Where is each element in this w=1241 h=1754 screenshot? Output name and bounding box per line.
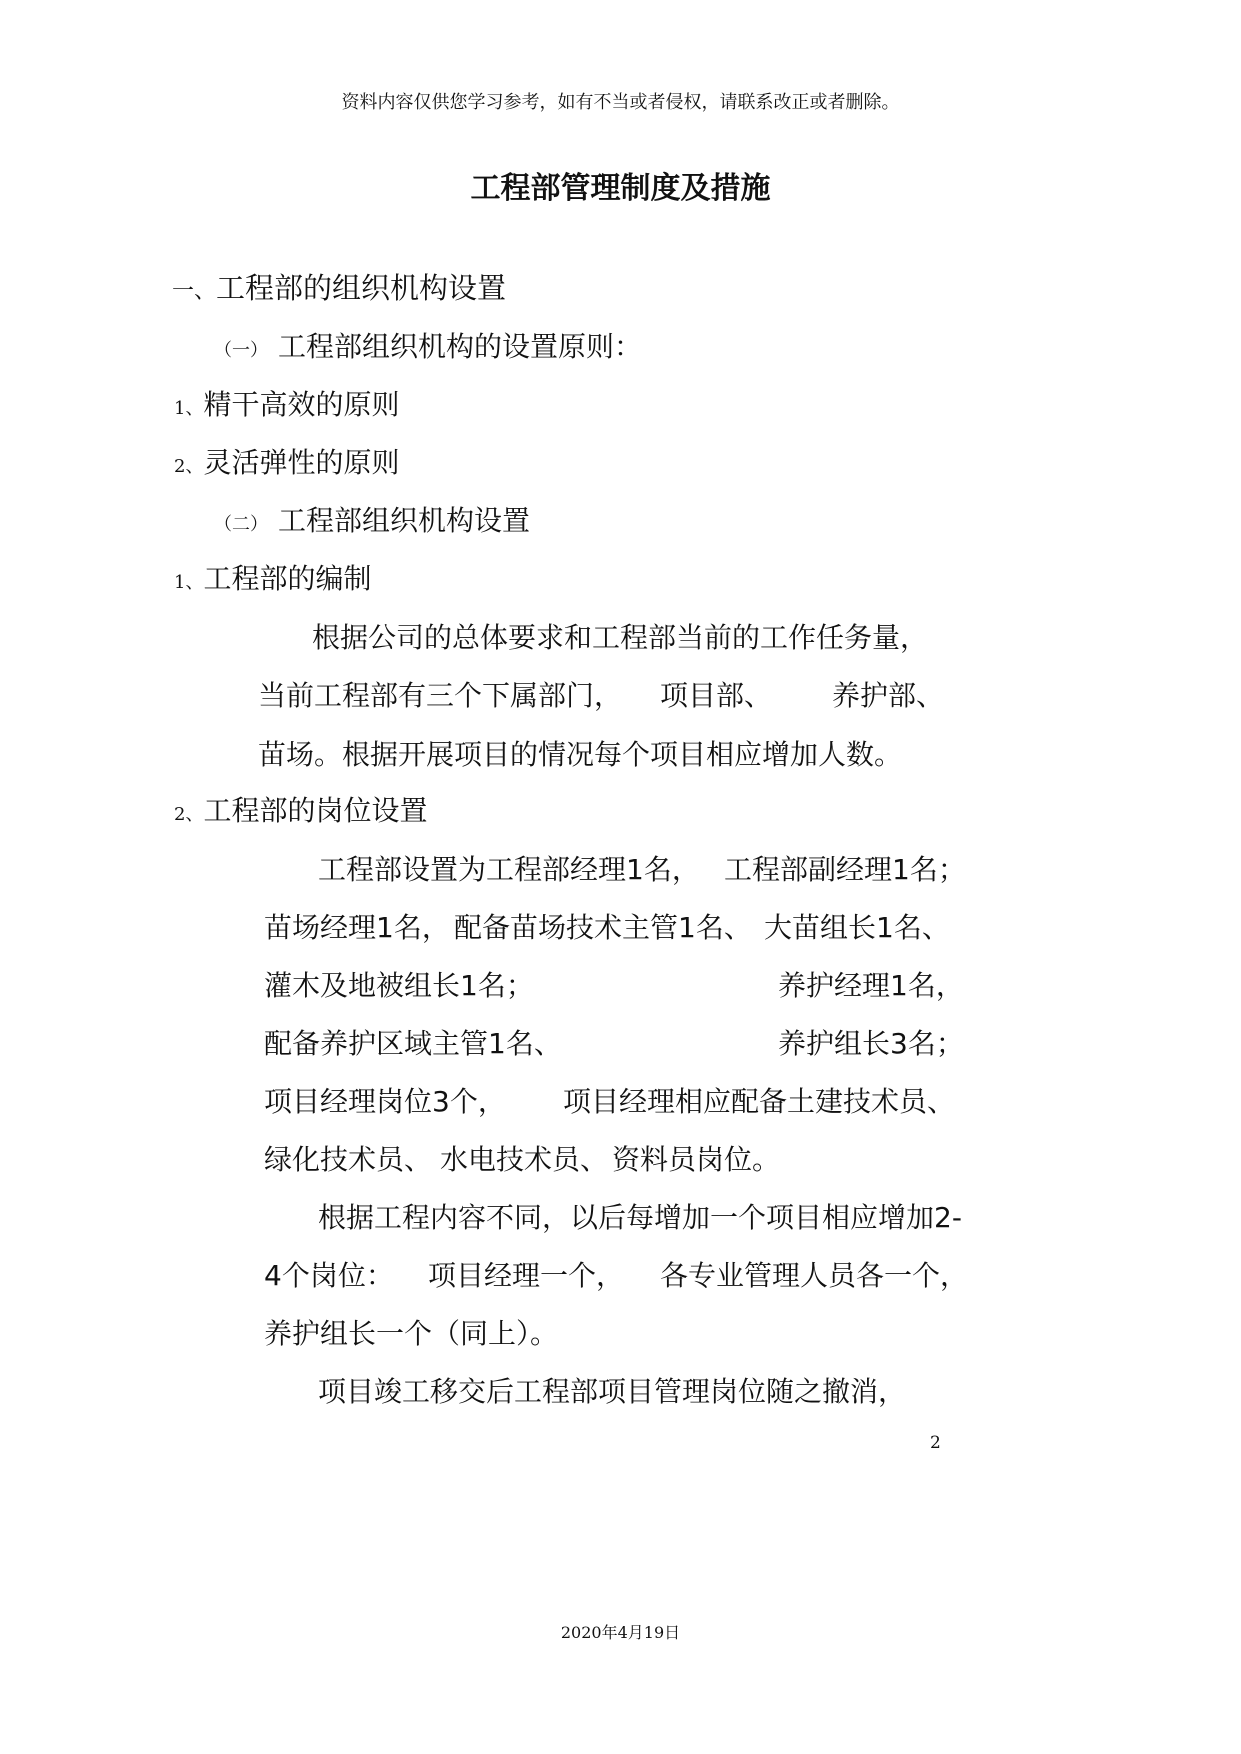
paragraph-line: 工程部设置为工程部经理1名， — [318, 853, 700, 886]
header-notice: 资料内容仅供您学习参考，如有不当或者侵权，请联系改正或者删除。 — [341, 92, 900, 113]
paragraph-line: 根据公司的总体要求和工程部当前的工作任务量， — [312, 621, 929, 654]
paragraph-line: 养护组长3名； — [778, 1027, 964, 1060]
subsection-title: 工程部组织机构设置 — [278, 504, 531, 537]
list-text: 工程部的编制 — [203, 562, 372, 595]
paragraph-line: 根据工程内容不同，以后每增加一个项目相应增加2- — [318, 1201, 962, 1234]
section-title: 工程部的组织机构设置 — [216, 271, 507, 305]
paragraph-line: 各专业管理人员各一个， — [660, 1259, 969, 1292]
list-marker: 2、 — [174, 456, 204, 477]
subsection-title: 工程部组织机构的设置原则： — [278, 330, 643, 363]
paragraph-line: 资料员岗位。 — [612, 1143, 781, 1176]
page-number: 2 — [930, 1433, 941, 1453]
section-marker: 一、 — [172, 279, 217, 304]
paragraph-line: 项目经理相应配备土建技术员、 — [563, 1085, 956, 1118]
paragraph-line: 养护组长一个（同上）。 — [264, 1317, 559, 1350]
paragraph-line: 项目部、 — [660, 679, 773, 712]
paragraph-line: 工程部副经理1名； — [724, 853, 966, 886]
list-text: 灵活弹性的原则 — [203, 446, 400, 479]
list-text: 精干高效的原则 — [203, 388, 400, 421]
subsection-heading-2 — [214, 499, 530, 539]
subsection-marker: （一） — [214, 340, 268, 361]
subsection-marker: （二） — [214, 514, 268, 535]
paragraph-line: 大苗组长1名、 — [764, 911, 950, 944]
paragraph-line: 养护经理1名， — [778, 969, 964, 1002]
subsection-heading-1 — [214, 325, 642, 365]
paragraph-line: 当前工程部有三个下属部门， — [258, 679, 623, 712]
list-item — [174, 789, 427, 829]
list-item — [174, 441, 399, 481]
paragraph-line: 项目竣工移交后工程部项目管理岗位随之撤消， — [318, 1375, 907, 1408]
paragraph-line: 养护部、 — [832, 679, 945, 712]
document-title: 工程部管理制度及措施 — [470, 171, 771, 206]
list-item — [174, 557, 371, 597]
list-marker: 1、 — [174, 572, 204, 593]
paragraph-line: 项目经理一个， — [428, 1259, 625, 1292]
list-marker: 2、 — [174, 804, 204, 825]
list-marker: 1、 — [174, 398, 204, 419]
section-heading-1 — [172, 266, 506, 307]
list-item — [174, 383, 399, 423]
paragraph-line: 苗场。根据开展项目的情况每个项目相应增加人数。 — [258, 738, 903, 771]
paragraph-line: 项目经理岗位3个， — [264, 1085, 506, 1118]
list-text: 工程部的岗位设置 — [203, 794, 428, 827]
paragraph-line: 水电技术员、 — [440, 1143, 609, 1176]
footer-date: 2020年4月19日 — [560, 1623, 681, 1642]
paragraph-line: 灌木及地被组长1名； — [264, 969, 534, 1002]
paragraph-line: 配备养护区域主管1名、 — [264, 1027, 562, 1060]
paragraph-line: 苗场经理1名， — [264, 911, 450, 944]
paragraph-line: 绿化技术员、 — [264, 1143, 433, 1176]
paragraph-line: 4个岗位： — [264, 1259, 394, 1292]
paragraph-line: 配备苗场技术主管1名、 — [454, 911, 752, 944]
